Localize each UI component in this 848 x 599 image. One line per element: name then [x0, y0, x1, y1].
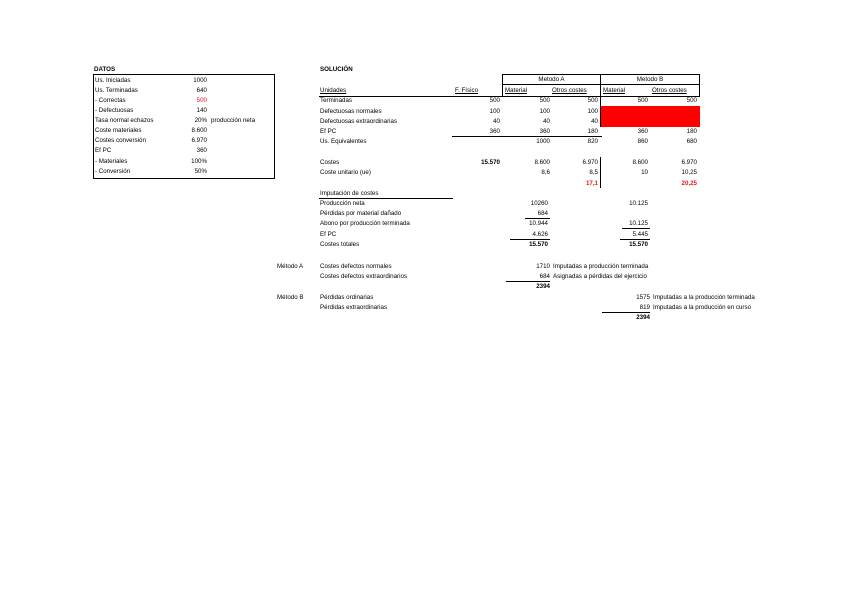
metodo-b-row-value: 1575	[636, 294, 650, 301]
unit-cell: 820	[587, 138, 598, 145]
costes-total: 15.570	[481, 159, 500, 166]
unit-row-label: Terminadas	[320, 97, 352, 104]
costes-cell: 8.600	[632, 159, 648, 166]
imputacion-a: 4.626	[532, 231, 548, 238]
metodo-a-row-note: Imputadas a producción terminada	[553, 263, 649, 270]
unit-cell: 500	[637, 97, 648, 104]
col-header-b-material: Material	[603, 87, 626, 94]
metodo-a-label: Método A	[277, 263, 304, 270]
metodo-a-total: 2394	[536, 283, 550, 290]
datos-value-correctas: 500	[196, 97, 207, 104]
unitario-total-a: 17,1	[585, 180, 598, 187]
unitario-cell: 8,6	[541, 169, 550, 176]
unitario-total-b: 20,25	[681, 180, 697, 187]
unitario-cell: 10	[641, 169, 648, 176]
metodo-b-total: 2394	[636, 314, 650, 321]
imputacion-label: Abono por producción terminada	[320, 220, 410, 227]
datos-value: 100%	[191, 158, 207, 165]
col-header-a-material: Material	[505, 87, 528, 94]
datos-label: Tasa normal echazos	[95, 117, 154, 124]
unit-cell: 100	[539, 108, 550, 115]
datos-title: DATOS	[94, 66, 116, 73]
metodo-a-row-label: Costes defectos extraordinarios	[320, 273, 408, 280]
unit-cell: 180	[686, 128, 697, 135]
datos-value: 8.600	[191, 127, 207, 134]
unit-cell: 360	[637, 128, 648, 135]
imputacion-a-total: 15.570	[529, 241, 548, 248]
datos-value: 50%	[194, 168, 207, 175]
col-divider	[600, 157, 601, 188]
metodo-b-red-block	[601, 106, 700, 127]
imputacion-label: Pérdidas por material dañado	[320, 210, 402, 217]
datos-label: Ef PC	[95, 147, 112, 154]
unit-row-label: Us. Equivalentes	[320, 138, 367, 145]
unit-cell: 40	[591, 118, 598, 125]
datos-value: 6.970	[191, 137, 207, 144]
unitario-label: Coste unitario (ue)	[320, 169, 371, 176]
col-header-b-otros: Otros costes	[652, 87, 687, 94]
unit-cell: 680	[686, 138, 697, 145]
col-header-fisico: F. Físico	[455, 87, 479, 94]
unit-cell: 360	[489, 128, 500, 135]
costes-cell: 6.970	[582, 159, 598, 166]
datos-label: Us. Iniciadas	[95, 77, 131, 84]
metodo-a-row-value: 1710	[536, 263, 550, 270]
datos-value: 360	[196, 147, 207, 154]
unit-row-label: Defectuosas normales	[320, 108, 382, 115]
unitario-cell: 8,5	[589, 169, 598, 176]
datos-label: - Conversión	[95, 168, 131, 175]
imputacion-title: Imputación de costes	[320, 190, 379, 197]
datos-label: Costes conversión	[95, 137, 146, 144]
col-header-a-otros: Otros costes	[552, 87, 587, 94]
unit-cell: 180	[587, 128, 598, 135]
metodo-b-row-note: Imputadas a la producción terminada	[653, 294, 755, 301]
unit-cell: 100	[587, 108, 598, 115]
metodo-b-row-label: Pérdidas ordinarias	[320, 294, 374, 301]
datos-extra: producción neta	[211, 117, 256, 124]
datos-value: 20%	[194, 117, 207, 124]
imputacion-b: 10.125	[629, 220, 648, 227]
unit-cell: 360	[539, 128, 550, 135]
unit-cell: 40	[543, 118, 550, 125]
metodo-b-label: Método B	[277, 294, 304, 301]
imputacion-b-total: 15.570	[629, 241, 648, 248]
imputacion-b: 5.445	[632, 231, 648, 238]
unit-cell: 500	[587, 97, 598, 104]
metodo-b-header: Metodo B	[636, 76, 664, 83]
costes-label: Costes	[320, 159, 340, 166]
datos-value: 1000	[193, 77, 207, 84]
imputacion-a: 684	[537, 210, 548, 217]
imputacion-b: 10.125	[629, 200, 648, 207]
datos-value: 140	[196, 107, 207, 114]
datos-value: 640	[196, 87, 207, 94]
metodo-b-row-label: Pérdidas extraordinarias	[320, 304, 388, 311]
metodo-a-header: Metodo A	[538, 76, 565, 83]
unit-cell: 860	[637, 138, 648, 145]
imputacion-label: Costes totales	[320, 241, 360, 248]
sum-line	[602, 312, 650, 313]
datos-label: - Materiales	[95, 158, 128, 165]
sum-line	[452, 136, 602, 137]
metodo-b-row-value: 819	[639, 304, 650, 311]
sum-line	[506, 281, 550, 282]
col-header-unidades: Unidades	[320, 87, 347, 94]
datos-label: - Correctas	[95, 97, 126, 104]
unit-cell: 500	[539, 97, 550, 104]
unit-cell: 500	[489, 97, 500, 104]
imputacion-underline	[319, 198, 453, 199]
unit-cell: 100	[489, 108, 500, 115]
unit-row-label: Ef PC	[320, 128, 337, 135]
unitario-cell: 10,25	[681, 169, 697, 176]
metodo-a-row-value: 684	[539, 273, 550, 280]
solucion-title: SOLUCIÓN	[320, 66, 353, 73]
sum-line	[525, 218, 550, 219]
sum-line	[620, 239, 650, 240]
costes-cell: 6.970	[681, 159, 697, 166]
imputacion-label: Producción neta	[320, 200, 365, 207]
imputacion-a: 10260	[530, 200, 548, 207]
unit-cell: 40	[493, 118, 500, 125]
sum-line	[510, 239, 550, 240]
metodo-a-row-label: Costes defectos normales	[320, 263, 392, 270]
unit-cell: 1000	[536, 138, 550, 145]
imputacion-a: 10.944	[529, 220, 548, 227]
datos-label: - Defectuosas	[95, 107, 134, 114]
metodo-b-row-note: Imputadas a la producción en curso	[653, 304, 752, 311]
costes-cell: 8.600	[534, 159, 550, 166]
metodo-a-row-note: Asignadas a pérdidas del ejercicio	[553, 273, 647, 280]
unit-cell: 500	[686, 97, 697, 104]
sum-line	[622, 228, 650, 229]
unit-row-label: Defectuosas extraordinarias	[320, 118, 398, 125]
datos-label: Us. Terminadas	[95, 87, 138, 94]
datos-label: Coste materiales	[95, 127, 142, 134]
imputacion-label: Ef PC	[320, 231, 337, 238]
